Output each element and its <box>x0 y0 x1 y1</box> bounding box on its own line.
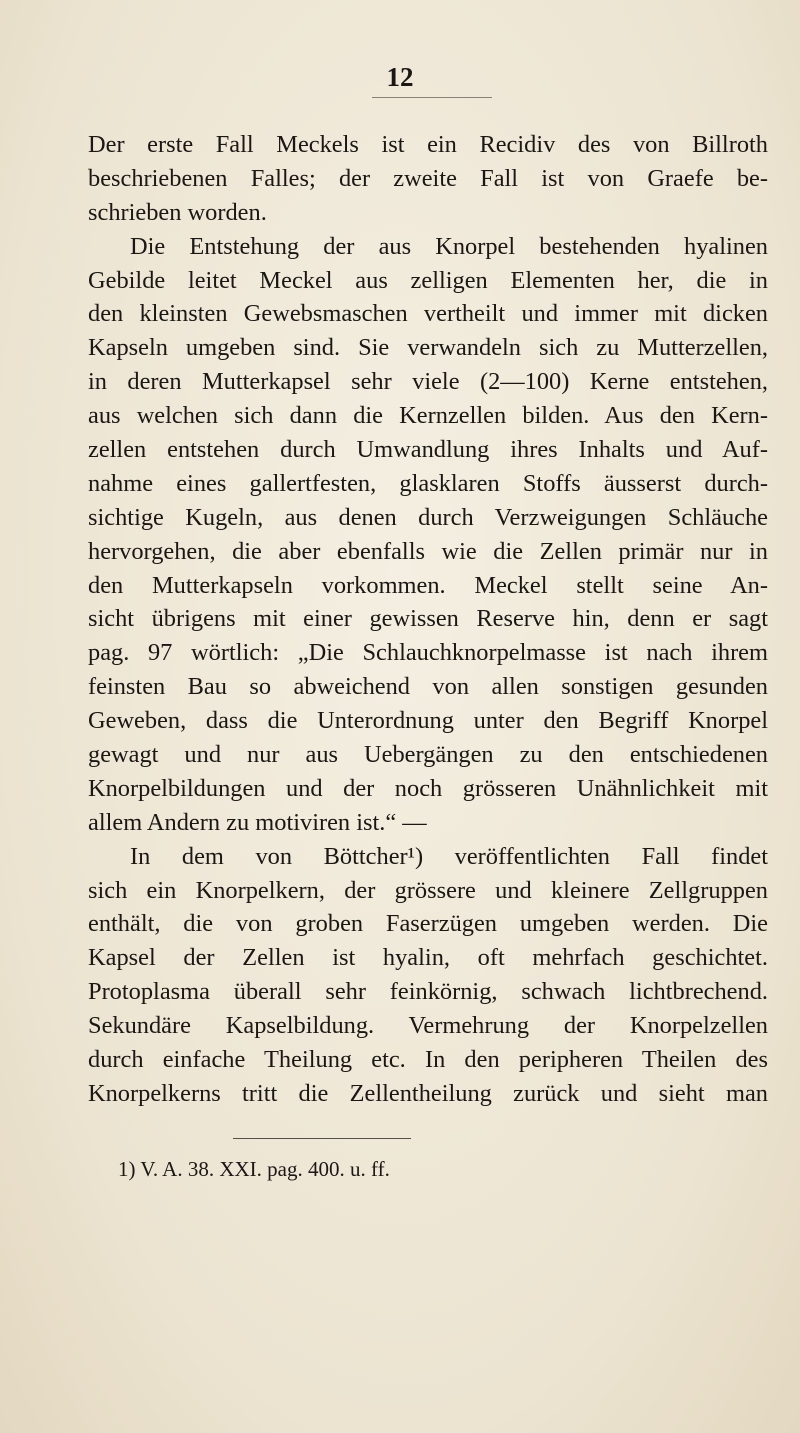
body-text <box>88 128 768 1111</box>
text-line: enthält, die von groben Faserzügen umgeben werden. Die <box>88 910 768 938</box>
text-line: Kapseln umgeben sind. Sie verwandeln sich zu Mutterzellen, <box>88 334 768 362</box>
text-line: nahme eines gallertfesten, glasklaren Stoffs äusserst durch- <box>88 469 768 497</box>
text-line: In dem von Böttcher¹) veröffentlichten Fall findet <box>130 842 768 870</box>
footnote-rule <box>233 1138 411 1139</box>
text-line: pag. 97 wörtlich: „Die Schlauchknorpelmasse ist nach ihrem <box>88 639 768 667</box>
text-line: den kleinsten Gewebsmaschen vertheilt und immer mit dicken <box>88 300 768 328</box>
text-line: Protoplasma überall sehr feinkörnig, schwach lichtbrechend. <box>88 978 768 1006</box>
text-line: Der erste Fall Meckels ist ein Recidiv des von Billroth <box>88 131 768 158</box>
text-line: zellen entstehen durch Umwandlung ihres Inhalts und Auf- <box>88 436 768 464</box>
text-line: sichtige Kugeln, aus denen durch Verzweigungen Schläuche <box>88 503 768 531</box>
page-number: 12 <box>386 62 414 92</box>
text-line: allem Andern zu motiviren ist.“ — <box>88 808 427 836</box>
footnote: 1) V. A. 38. XXI. pag. 400. u. ff. <box>118 1157 390 1181</box>
text-line: sich ein Knorpelkern, der grössere und kleinere Zellgruppen <box>88 876 768 904</box>
text-line: Kapsel der Zellen ist hyalin, oft mehrfach geschichtet. <box>88 944 768 972</box>
text-line: aus welchen sich dann die Kernzellen bilden. Aus den Kern- <box>88 402 768 430</box>
text-line: in deren Mutterkapsel sehr viele (2—100) Kerne entstehen, <box>88 368 768 396</box>
text-line: Die Entstehung der aus Knorpel bestehenden hyalinen <box>130 232 768 260</box>
text-line: Knorpelbildungen und der noch grösseren Unähnlichkeit mit <box>88 774 768 802</box>
text-line: den Mutterkapseln vorkommen. Meckel stellt seine An- <box>88 571 768 599</box>
text-line: beschriebenen Falles; der zweite Fall ist von Graefe be- <box>88 164 768 192</box>
text-line: durch einfache Theilung etc. In den peripheren Theilen des <box>88 1046 768 1074</box>
text-line: Geweben, dass die Unterordnung unter den Begriff Knorpel <box>88 707 768 735</box>
header-rule <box>372 97 492 98</box>
text-line: feinsten Bau so abweichend von allen sonstigen gesunden <box>88 673 768 701</box>
text-line: Knorpelkerns tritt die Zellentheilung zurück und sieht man <box>88 1079 768 1107</box>
text-line: hervorgehen, die aber ebenfalls wie die Zellen primär nur in <box>88 537 768 565</box>
text-line: sicht übrigens mit einer gewissen Reserve hin, denn er sagt <box>88 605 768 633</box>
text-line: schrieben worden. <box>88 198 267 226</box>
text-line: gewagt und nur aus Uebergängen zu den entschiedenen <box>88 741 768 769</box>
text-line: Sekundäre Kapselbildung. Vermehrung der Knorpelzellen <box>88 1012 768 1040</box>
text-line: Gebilde leitet Meckel aus zelligen Elementen her, die in <box>88 266 768 294</box>
